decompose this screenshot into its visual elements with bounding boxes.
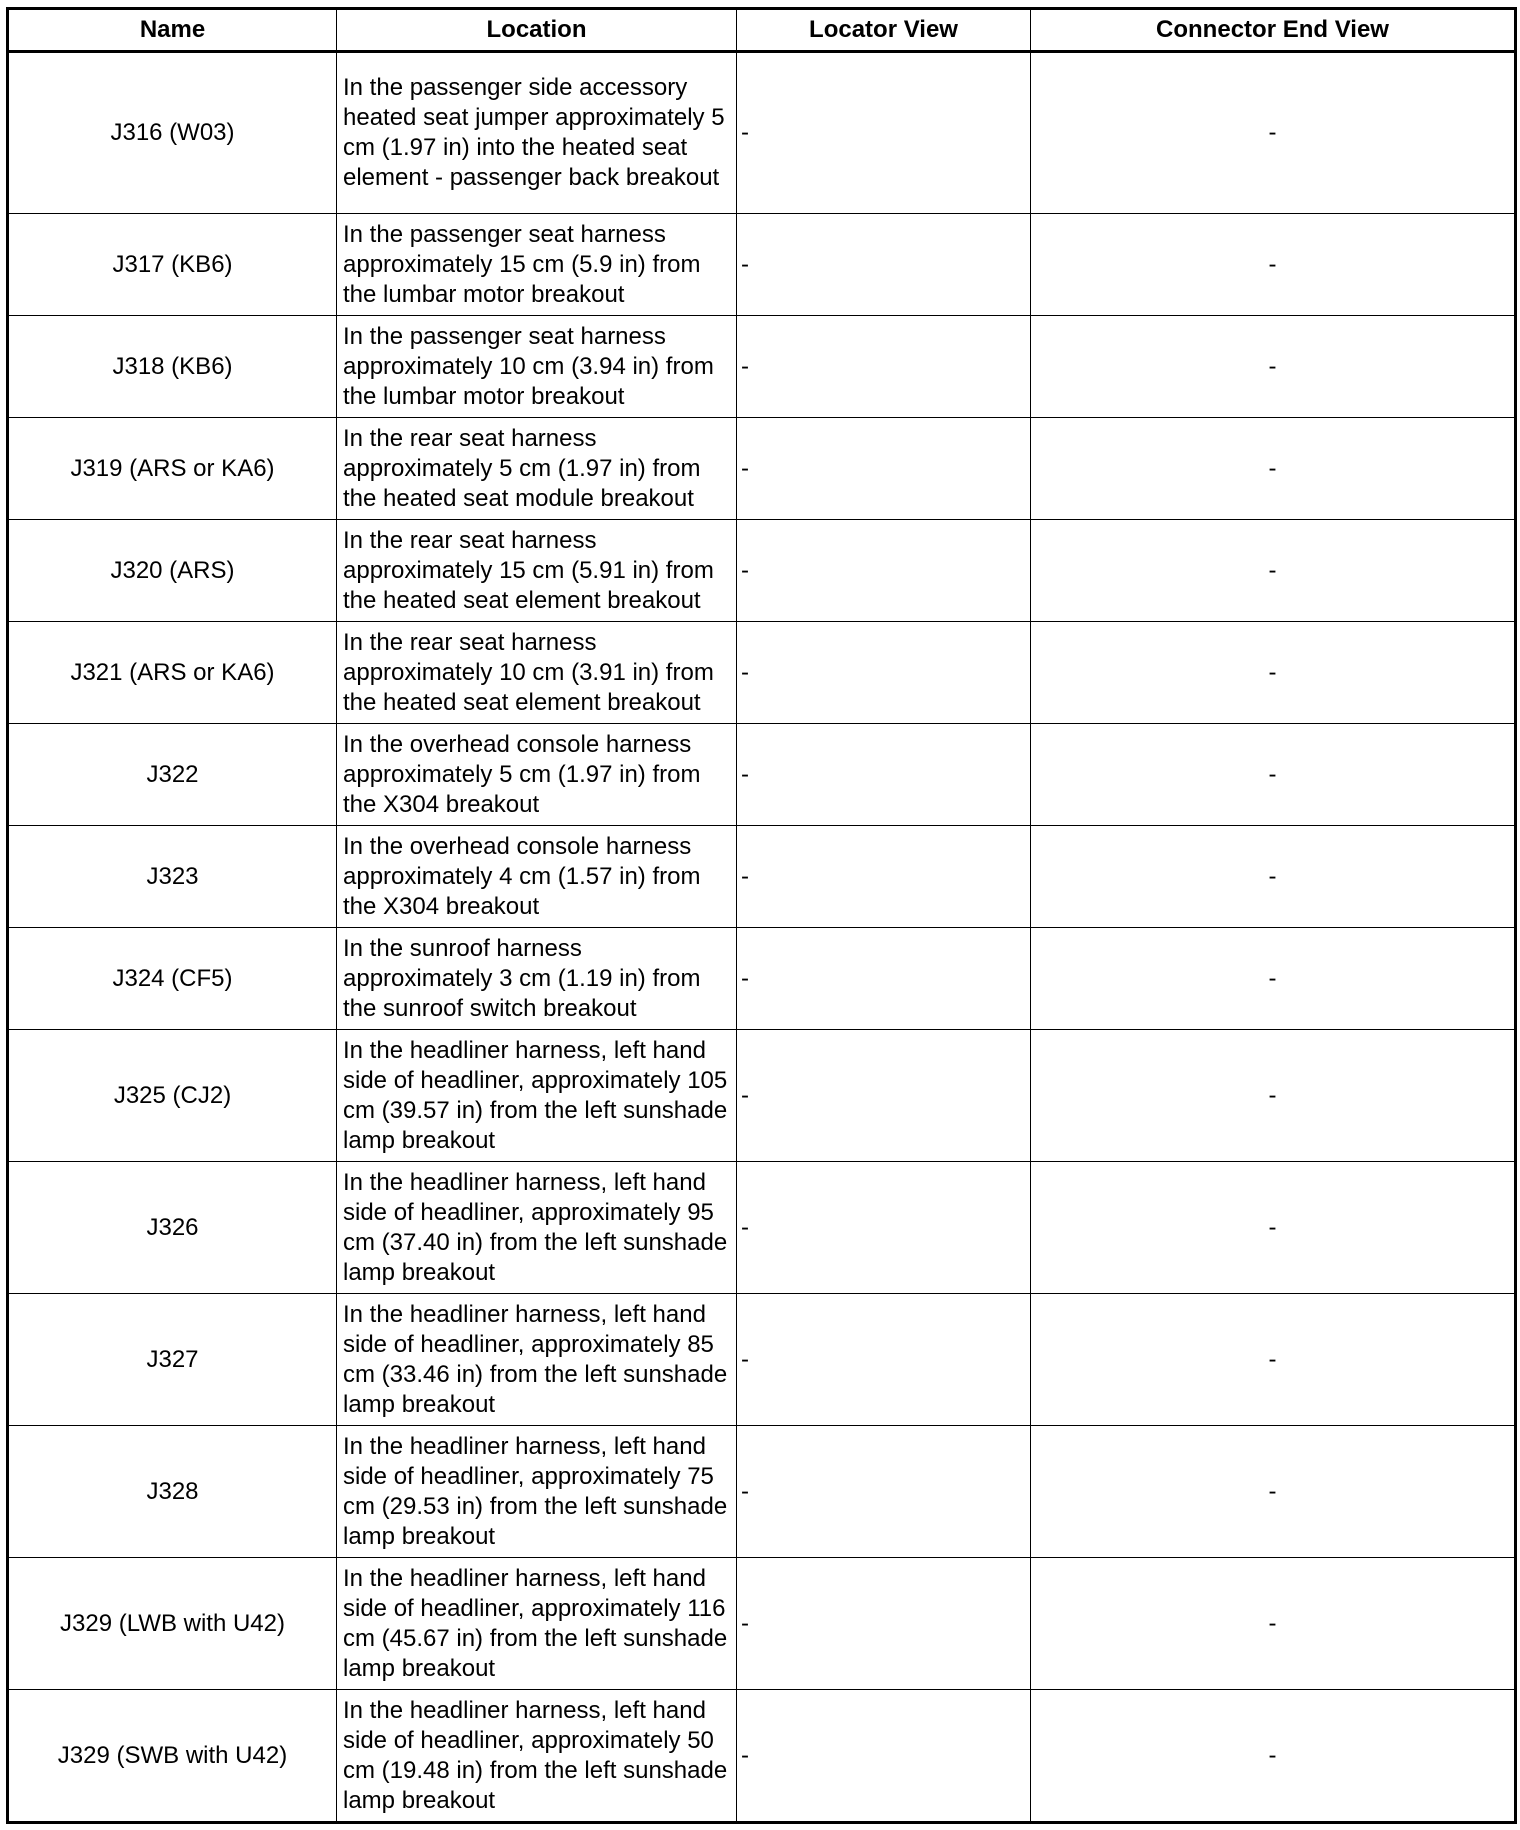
name-cell: J318 (KB6) xyxy=(8,316,337,418)
connector-end-view-cell: - xyxy=(1031,928,1516,1030)
location-cell: In the passenger seat harness approximately 10 cm (3.94 in) from the lumbar motor breakout xyxy=(337,316,737,418)
location-cell: In the rear seat harness approximately 10 cm (3.91 in) from the heated seat element breakout xyxy=(337,622,737,724)
splice-location-table xyxy=(6,7,1517,1824)
connector-end-view-cell: - xyxy=(1031,724,1516,826)
table-row xyxy=(8,214,1516,316)
table-row xyxy=(8,724,1516,826)
locator-view-cell: - xyxy=(737,826,1031,928)
connector-end-view-cell: - xyxy=(1031,52,1516,214)
table-row xyxy=(8,826,1516,928)
connector-end-view-cell: - xyxy=(1031,418,1516,520)
location-cell: In the headliner harness, left hand side of headliner, approximately 116 cm (45.67 in) from the left sunshade lamp breakout xyxy=(337,1558,737,1690)
connector-end-view-cell: - xyxy=(1031,1030,1516,1162)
name-cell: J329 (SWB with U42) xyxy=(8,1690,337,1823)
table-row xyxy=(8,1558,1516,1690)
name-cell: J325 (CJ2) xyxy=(8,1030,337,1162)
header-name: Name xyxy=(8,9,337,52)
name-cell: J327 xyxy=(8,1294,337,1426)
location-cell: In the rear seat harness approximately 5 cm (1.97 in) from the heated seat module breakout xyxy=(337,418,737,520)
location-cell: In the headliner harness, left hand side of headliner, approximately 75 cm (29.53 in) from the left sunshade lamp breakout xyxy=(337,1426,737,1558)
locator-view-cell: - xyxy=(737,1162,1031,1294)
name-cell: J316 (W03) xyxy=(8,52,337,214)
table-row xyxy=(8,1162,1516,1294)
table-row xyxy=(8,316,1516,418)
locator-view-cell: - xyxy=(737,928,1031,1030)
name-cell: J324 (CF5) xyxy=(8,928,337,1030)
table-row xyxy=(8,1690,1516,1823)
location-cell: In the sunroof harness approximately 3 cm (1.19 in) from the sunroof switch breakout xyxy=(337,928,737,1030)
location-cell: In the overhead console harness approximately 5 cm (1.97 in) from the X304 breakout xyxy=(337,724,737,826)
name-cell: J321 (ARS or KA6) xyxy=(8,622,337,724)
locator-view-cell: - xyxy=(737,1426,1031,1558)
connector-end-view-cell: - xyxy=(1031,826,1516,928)
connector-end-view-cell: - xyxy=(1031,622,1516,724)
table-row xyxy=(8,1030,1516,1162)
locator-view-cell: - xyxy=(737,1690,1031,1823)
locator-view-cell: - xyxy=(737,622,1031,724)
location-cell: In the headliner harness, left hand side of headliner, approximately 85 cm (33.46 in) from the left sunshade lamp breakout xyxy=(337,1294,737,1426)
header-location: Location xyxy=(337,9,737,52)
locator-view-cell: - xyxy=(737,316,1031,418)
name-cell: J319 (ARS or KA6) xyxy=(8,418,337,520)
location-cell: In the headliner harness, left hand side of headliner, approximately 105 cm (39.57 in) from the left sunshade lamp breakout xyxy=(337,1030,737,1162)
location-cell: In the passenger side accessory heated seat jumper approximately 5 cm (1.97 in) into the heated seat element - passenger back breakout xyxy=(337,52,737,214)
table-row xyxy=(8,1426,1516,1558)
connector-end-view-cell: - xyxy=(1031,1426,1516,1558)
table-row xyxy=(8,928,1516,1030)
name-cell: J326 xyxy=(8,1162,337,1294)
name-cell: J317 (KB6) xyxy=(8,214,337,316)
table-row xyxy=(8,520,1516,622)
location-cell: In the headliner harness, left hand side of headliner, approximately 95 cm (37.40 in) from the left sunshade lamp breakout xyxy=(337,1162,737,1294)
table-row xyxy=(8,418,1516,520)
connector-end-view-cell: - xyxy=(1031,316,1516,418)
connector-end-view-cell: - xyxy=(1031,520,1516,622)
locator-view-cell: - xyxy=(737,418,1031,520)
name-cell: J323 xyxy=(8,826,337,928)
header-connector-end-view: Connector End View xyxy=(1031,9,1516,52)
name-cell: J320 (ARS) xyxy=(8,520,337,622)
locator-view-cell: - xyxy=(737,214,1031,316)
connector-end-view-cell: - xyxy=(1031,1558,1516,1690)
locator-view-cell: - xyxy=(737,52,1031,214)
header-row xyxy=(8,9,1516,52)
locator-view-cell: - xyxy=(737,1294,1031,1426)
locator-view-cell: - xyxy=(737,1030,1031,1162)
connector-end-view-cell: - xyxy=(1031,1162,1516,1294)
header-locator-view: Locator View xyxy=(737,9,1031,52)
location-cell: In the passenger seat harness approximately 15 cm (5.9 in) from the lumbar motor breakout xyxy=(337,214,737,316)
locator-view-cell: - xyxy=(737,520,1031,622)
location-cell: In the rear seat harness approximately 15 cm (5.91 in) from the heated seat element breakout xyxy=(337,520,737,622)
name-cell: J328 xyxy=(8,1426,337,1558)
table-header xyxy=(8,9,1516,52)
name-cell: J322 xyxy=(8,724,337,826)
locator-view-cell: - xyxy=(737,1558,1031,1690)
location-cell: In the overhead console harness approximately 4 cm (1.57 in) from the X304 breakout xyxy=(337,826,737,928)
name-cell: J329 (LWB with U42) xyxy=(8,1558,337,1690)
connector-end-view-cell: - xyxy=(1031,214,1516,316)
table-row xyxy=(8,622,1516,724)
location-cell: In the headliner harness, left hand side of headliner, approximately 50 cm (19.48 in) from the left sunshade lamp breakout xyxy=(337,1690,737,1823)
connector-end-view-cell: - xyxy=(1031,1690,1516,1823)
connector-end-view-cell: - xyxy=(1031,1294,1516,1426)
locator-view-cell: - xyxy=(737,724,1031,826)
table-body xyxy=(8,52,1516,1823)
table-row xyxy=(8,1294,1516,1426)
table-row xyxy=(8,52,1516,214)
